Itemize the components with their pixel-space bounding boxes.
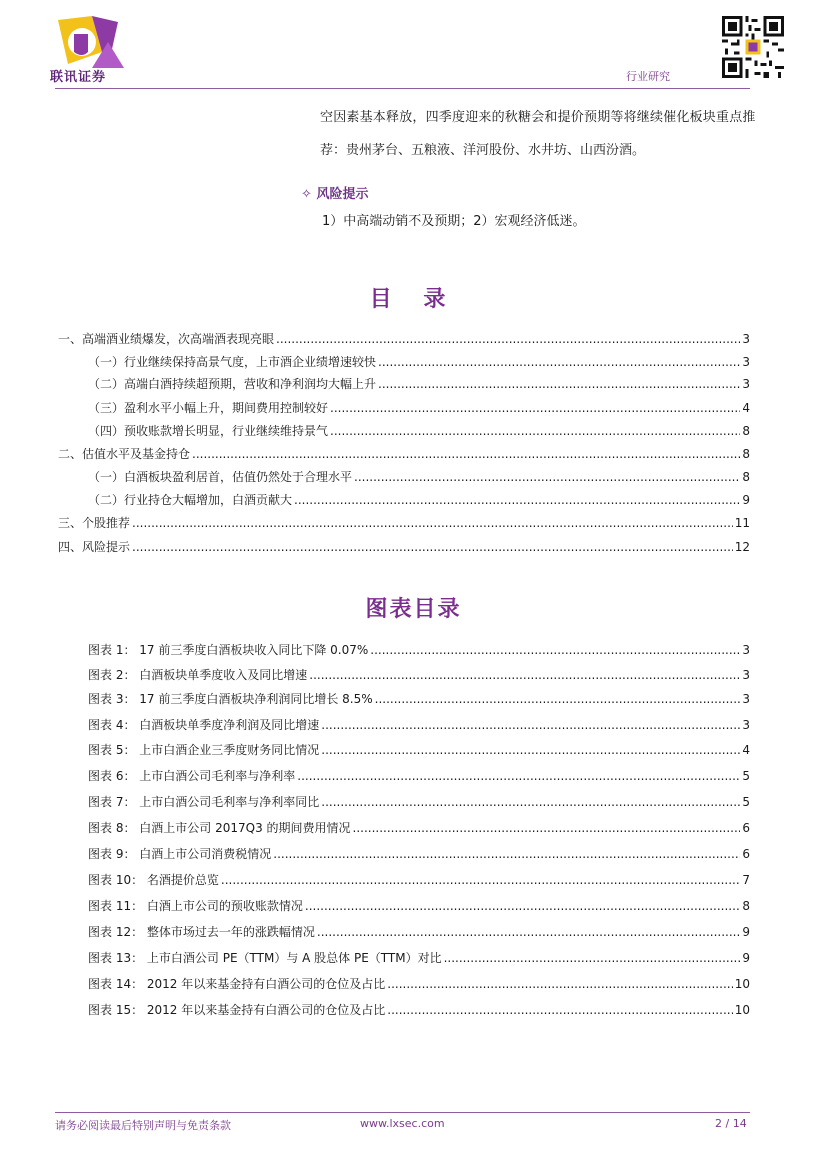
figure-entry-page: 3	[742, 668, 750, 682]
toc-entry[interactable]	[88, 375, 750, 391]
toc-entry[interactable]	[58, 330, 750, 346]
dot-leader	[354, 470, 740, 484]
figure-entry-label: 图表 11： 白酒上市公司的预收账款情况	[88, 899, 303, 913]
dot-leader	[317, 925, 740, 939]
figure-entry-page: 3	[742, 643, 750, 657]
figure-entry-label: 图表 5： 上市白酒企业三季度财务同比情况	[88, 743, 320, 757]
toc-entry-label: （二）高端白酒持续超预期，营收和净利润均大幅上升	[88, 377, 377, 391]
figure-entry[interactable]	[88, 793, 750, 809]
footer-website-link[interactable]: www.lxsec.com	[360, 1117, 445, 1130]
section-label: 行业研究	[626, 70, 670, 83]
dot-leader	[378, 355, 740, 369]
toc-entry-page: 9	[742, 493, 750, 507]
toc-entry-page: 11	[734, 516, 750, 530]
figure-entry-label: 图表 7： 上市白酒公司毛利率与净利率同比	[88, 795, 320, 809]
figure-entry-page: 6	[742, 847, 750, 861]
brand-name: 联讯证券	[50, 70, 107, 85]
dot-leader	[305, 899, 740, 913]
dot-leader	[330, 401, 740, 415]
figure-entry-label: 图表 10： 名酒提价总览	[88, 873, 219, 887]
figure-entry-label: 图表 8： 白酒上市公司 2017Q3 的期间费用情况	[88, 821, 351, 835]
figure-entry-page: 5	[742, 795, 750, 809]
figure-entry[interactable]	[88, 975, 750, 991]
dot-leader	[132, 516, 733, 530]
toc-entry[interactable]	[58, 514, 750, 530]
figure-entry-page: 9	[742, 925, 750, 939]
toc-entry[interactable]	[88, 422, 750, 438]
toc-entry-label: （四）预收账款增长明显，行业继续维持景气	[88, 424, 329, 438]
risk-heading-text: 风险提示	[316, 187, 369, 202]
figure-entry[interactable]	[88, 716, 750, 732]
figure-entry-label: 图表 15： 2012 年以来基金持有白酒公司的仓位及占比	[88, 1003, 386, 1017]
dot-leader	[353, 821, 741, 835]
figure-list-title: 图表目录	[365, 597, 462, 622]
figure-entry-label: 图表 9： 白酒上市公司消费税情况	[88, 847, 272, 861]
figure-entry[interactable]	[88, 949, 750, 965]
toc-entry-page: 4	[742, 401, 750, 415]
risk-text: 1）中高端动销不及预期；2）宏观经济低迷。	[322, 214, 586, 229]
figure-entry-page: 6	[742, 821, 750, 835]
toc-entry-page: 8	[742, 470, 750, 484]
figure-entry-page: 10	[734, 1003, 750, 1017]
dot-leader	[192, 447, 740, 461]
figure-entry[interactable]	[88, 819, 750, 835]
figure-entry-page: 3	[742, 692, 750, 706]
dot-leader	[321, 795, 740, 809]
figure-entry-label: 图表 6： 上市白酒公司毛利率与净利率	[88, 769, 296, 783]
toc-entry-page: 3	[742, 355, 750, 369]
figure-entry[interactable]	[88, 923, 750, 939]
dot-leader	[321, 743, 740, 757]
footer-divider	[55, 1112, 750, 1113]
toc-entry-label: （二）行业持仓大幅增加，白酒贡献大	[88, 493, 293, 507]
dot-leader	[387, 1003, 732, 1017]
dot-leader	[370, 643, 740, 657]
figure-entry-label: 图表 3： 17 前三季度白酒板块净利润同比增长 8.5%	[88, 692, 373, 706]
figure-entry-page: 7	[742, 873, 750, 887]
figure-entry[interactable]	[88, 871, 750, 887]
toc-entry-page: 12	[734, 540, 750, 554]
toc-entry[interactable]	[88, 353, 750, 369]
toc-entry[interactable]	[88, 468, 750, 484]
figure-entry-page: 9	[742, 951, 750, 965]
toc-entry-label: 四、风险提示	[58, 540, 131, 554]
toc-entry-page: 3	[742, 332, 750, 346]
figure-entry[interactable]	[88, 690, 750, 706]
toc-title: 目 录	[369, 287, 458, 312]
dot-leader	[294, 493, 740, 507]
figure-entry[interactable]	[88, 767, 750, 783]
figure-entry-page: 4	[742, 743, 750, 757]
dot-leader	[132, 540, 733, 554]
risk-heading	[301, 183, 368, 202]
diamond-bullet-icon: ✧	[301, 187, 312, 202]
figure-entry[interactable]	[88, 741, 750, 757]
dot-leader	[330, 424, 740, 438]
dot-leader	[375, 692, 741, 706]
dot-leader	[387, 977, 732, 991]
intro-paragraph-line-2: 荐：贵州茅台、五粮液、洋河股份、水井坊、山西汾酒。	[320, 143, 646, 158]
toc-entry-label: （一）行业继续保持高景气度，上市酒企业绩增速较快	[88, 355, 377, 369]
figure-entry-label: 图表 13： 上市白酒公司 PE（TTM）与 A 股总体 PE（TTM）对比	[88, 951, 442, 965]
figure-entry-label: 图表 2： 白酒板块单季度收入及同比增速	[88, 668, 308, 682]
toc-entry[interactable]	[88, 491, 750, 507]
intro-paragraph-line-1: 空因素基本释放，四季度迎来的秋糖会和提价预期等将继续催化板块重点推	[320, 110, 756, 125]
toc-entry-page: 8	[742, 424, 750, 438]
toc-entry[interactable]	[58, 538, 750, 554]
figure-entry[interactable]	[88, 845, 750, 861]
dot-leader	[273, 847, 740, 861]
figure-entry-page: 8	[742, 899, 750, 913]
dot-leader	[378, 377, 740, 391]
toc-entry-label: 一、高端酒业绩爆发，次高端酒表现亮眼	[58, 332, 275, 346]
header-divider	[55, 88, 750, 89]
footer-disclaimer: 请务必阅读最后特别声明与免责条款	[55, 1119, 231, 1132]
figure-entry-page: 5	[742, 769, 750, 783]
figure-entry-page: 10	[734, 977, 750, 991]
footer-page-indicator: 2 / 14	[715, 1117, 747, 1130]
figure-entry[interactable]	[88, 897, 750, 913]
figure-entry-label: 图表 4： 白酒板块单季度净利润及同比增速	[88, 718, 320, 732]
figure-entry-page: 3	[742, 718, 750, 732]
dot-leader	[297, 769, 740, 783]
figure-entry-label: 图表 12： 整体市场过去一年的涨跌幅情况	[88, 925, 315, 939]
toc-entry-page: 3	[742, 377, 750, 391]
figure-entry[interactable]	[88, 666, 750, 682]
figure-entry-label: 图表 1： 17 前三季度白酒板块收入同比下降 0.07%	[88, 643, 369, 657]
toc-entry-label: 二、估值水平及基金持仓	[58, 447, 191, 461]
toc-entry-label: （三）盈利水平小幅上升，期间费用控制较好	[88, 401, 329, 415]
toc-entry-label: （一）白酒板块盈利居首，估值仍然处于合理水平	[88, 470, 353, 484]
toc-entry[interactable]	[88, 399, 750, 415]
dot-leader	[276, 332, 740, 346]
figure-entry-label: 图表 14： 2012 年以来基金持有白酒公司的仓位及占比	[88, 977, 386, 991]
figure-entry[interactable]	[88, 1001, 750, 1017]
toc-entry-label: 三、个股推荐	[58, 516, 131, 530]
figure-entry[interactable]	[88, 641, 750, 657]
toc-entry[interactable]	[58, 445, 750, 461]
dot-leader	[444, 951, 741, 965]
dot-leader	[321, 718, 740, 732]
toc-entry-page: 8	[742, 447, 750, 461]
dot-leader	[309, 668, 740, 682]
qr-code-icon	[722, 16, 784, 78]
dot-leader	[221, 873, 740, 887]
